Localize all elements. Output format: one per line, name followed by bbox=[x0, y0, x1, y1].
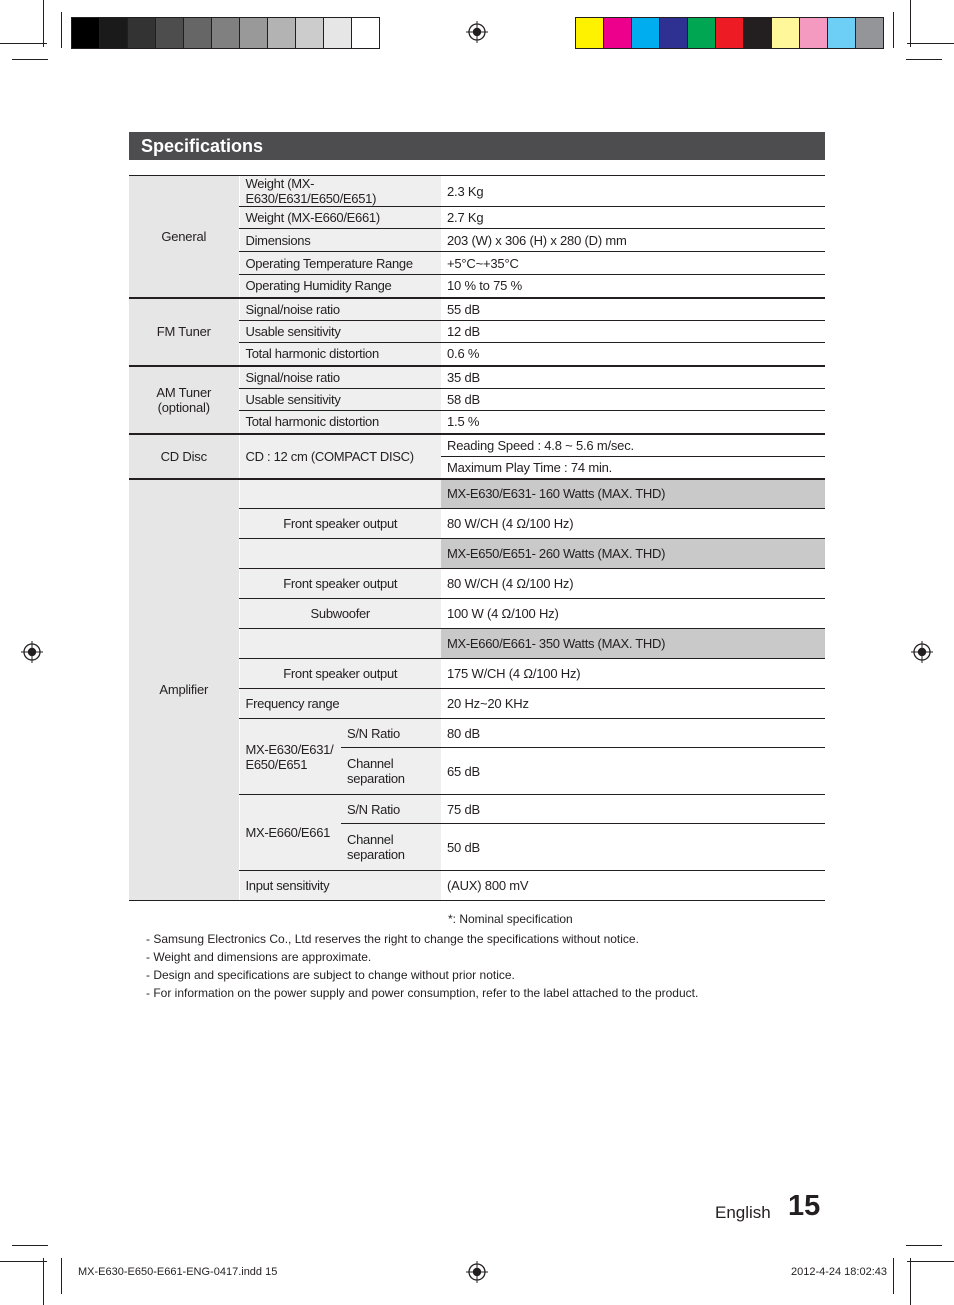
slug-date: 2012-4-24 18:02:43 bbox=[790, 1266, 887, 1278]
crop-mark bbox=[61, 12, 62, 48]
crop-mark bbox=[12, 59, 48, 60]
crop-mark bbox=[910, 0, 911, 47]
table-row bbox=[129, 434, 825, 457]
note-item: - Weight and dimensions are approximate. bbox=[146, 950, 372, 964]
registration-mark-icon bbox=[911, 641, 933, 663]
spec-value: 80 dB bbox=[441, 719, 825, 748]
color-swatch bbox=[211, 18, 239, 48]
color-swatch bbox=[99, 18, 127, 48]
color-swatch bbox=[155, 18, 183, 48]
slug-file: MX-E630-E650-E661-ENG-0417.indd 15 bbox=[78, 1266, 278, 1278]
model-group-line1: MX-E630/E631/ bbox=[245, 741, 334, 757]
color-bar bbox=[575, 17, 884, 49]
sublabel-line2: separation bbox=[347, 771, 405, 786]
registration-mark-icon bbox=[466, 1261, 488, 1283]
table-row bbox=[129, 298, 825, 321]
note-item: - For information on the power supply and power consumption, refer to the label attached to the product. bbox=[146, 986, 699, 1000]
group-am-line2: (optional) bbox=[157, 399, 210, 415]
spec-value: Maximum Play Time : 74 min. bbox=[441, 457, 825, 479]
model-header: MX-E650/E651- 260 Watts (MAX. THD) bbox=[441, 539, 825, 569]
spec-value: 80 W/CH (4 Ω/100 Hz) bbox=[441, 509, 825, 539]
crop-mark bbox=[906, 1245, 942, 1246]
spec-label: Weight (MX-E660/E661) bbox=[239, 207, 441, 229]
crop-mark bbox=[12, 1245, 48, 1246]
spec-value: 175 W/CH (4 Ω/100 Hz) bbox=[441, 659, 825, 689]
spec-label: Front speaker output bbox=[239, 509, 441, 539]
color-swatch bbox=[239, 18, 267, 48]
spec-value: 12 dB bbox=[441, 321, 825, 343]
table-row bbox=[129, 366, 825, 389]
color-swatch bbox=[267, 18, 295, 48]
spec-value: 10 % to 75 % bbox=[441, 275, 825, 298]
spec-value: +5°C~+35°C bbox=[441, 252, 825, 275]
spec-label: Signal/noise ratio bbox=[239, 298, 441, 321]
crop-mark bbox=[906, 59, 942, 60]
spec-value: 58 dB bbox=[441, 389, 825, 411]
crop-mark bbox=[43, 0, 44, 47]
section-title: Specifications bbox=[129, 132, 825, 160]
grayscale-bar bbox=[71, 17, 380, 49]
color-swatch bbox=[351, 18, 379, 48]
crop-mark bbox=[0, 1261, 47, 1262]
color-swatch bbox=[743, 18, 771, 48]
spec-value: 80 W/CH (4 Ω/100 Hz) bbox=[441, 569, 825, 599]
crop-mark bbox=[0, 43, 47, 44]
spec-label: Total harmonic distortion bbox=[239, 343, 441, 366]
crop-mark bbox=[910, 1258, 911, 1305]
spec-label: Subwoofer bbox=[239, 599, 441, 629]
spec-label: Front speaker output bbox=[239, 569, 441, 599]
model-group-label: MX-E660/E661 bbox=[239, 795, 341, 871]
color-swatch bbox=[687, 18, 715, 48]
note-item: - Design and specifications are subject to change without prior notice. bbox=[146, 968, 515, 982]
spec-value: 2.7 Kg bbox=[441, 207, 825, 229]
note-item: - Samsung Electronics Co., Ltd reserves the right to change the specifications without notice. bbox=[146, 932, 639, 946]
color-swatch bbox=[127, 18, 155, 48]
spec-sublabel bbox=[341, 824, 441, 871]
color-swatch bbox=[771, 18, 799, 48]
spec-value: 0.6 % bbox=[441, 343, 825, 366]
crop-mark bbox=[61, 1258, 62, 1294]
spec-value: 65 dB bbox=[441, 748, 825, 795]
spec-label: Signal/noise ratio bbox=[239, 366, 441, 389]
model-group-line2: E650/E651 bbox=[245, 756, 308, 772]
sublabel-line1: Channel bbox=[347, 832, 394, 847]
spec-value: 100 W (4 Ω/100 Hz) bbox=[441, 599, 825, 629]
spec-value: 20 Hz~20 KHz bbox=[441, 689, 825, 719]
spec-label: Dimensions bbox=[239, 229, 441, 252]
crop-mark bbox=[907, 43, 954, 44]
color-swatch bbox=[631, 18, 659, 48]
spec-value: 75 dB bbox=[441, 795, 825, 824]
crop-mark bbox=[43, 1258, 44, 1305]
crop-mark bbox=[893, 1258, 894, 1294]
registration-mark-icon bbox=[466, 21, 488, 43]
model-header-empty bbox=[239, 479, 441, 509]
spec-label: Frequency range bbox=[239, 689, 441, 719]
model-header-empty bbox=[239, 539, 441, 569]
spec-sublabel: S/N Ratio bbox=[341, 719, 441, 748]
spec-label: Front speaker output bbox=[239, 659, 441, 689]
crop-mark bbox=[907, 1261, 954, 1262]
color-swatch bbox=[323, 18, 351, 48]
spec-value: 203 (W) x 306 (H) x 280 (D) mm bbox=[441, 229, 825, 252]
model-header-empty bbox=[239, 629, 441, 659]
spec-sublabel: S/N Ratio bbox=[341, 795, 441, 824]
registration-mark-icon bbox=[21, 641, 43, 663]
color-swatch bbox=[799, 18, 827, 48]
spec-label: Operating Temperature Range bbox=[239, 252, 441, 275]
color-swatch bbox=[295, 18, 323, 48]
color-swatch bbox=[715, 18, 743, 48]
group-amplifier: Amplifier bbox=[129, 479, 239, 901]
color-swatch bbox=[659, 18, 687, 48]
crop-mark bbox=[893, 12, 894, 48]
group-general: General bbox=[129, 176, 239, 298]
model-header: MX-E630/E631- 160 Watts (MAX. THD) bbox=[441, 479, 825, 509]
table-row bbox=[129, 479, 825, 509]
color-swatch bbox=[576, 18, 603, 48]
spec-label: Total harmonic distortion bbox=[239, 411, 441, 434]
spec-label: Usable sensitivity bbox=[239, 389, 441, 411]
spec-value: 35 dB bbox=[441, 366, 825, 389]
spec-value: 1.5 % bbox=[441, 411, 825, 434]
group-am-tuner bbox=[129, 366, 239, 434]
sublabel-line1: Channel bbox=[347, 756, 394, 771]
spec-label: Weight (MX-E630/E631/E650/E651) bbox=[239, 176, 441, 207]
spec-table bbox=[129, 175, 825, 901]
nominal-note: *: Nominal specification bbox=[448, 912, 573, 926]
spec-label: CD : 12 cm (COMPACT DISC) bbox=[239, 434, 441, 479]
color-swatch bbox=[603, 18, 631, 48]
spec-label: Operating Humidity Range bbox=[239, 275, 441, 298]
model-group-label bbox=[239, 719, 341, 795]
group-am-line1: AM Tuner bbox=[156, 384, 212, 400]
spec-value: 55 dB bbox=[441, 298, 825, 321]
spec-value: 50 dB bbox=[441, 824, 825, 871]
sublabel-line2: separation bbox=[347, 847, 405, 862]
color-swatch bbox=[183, 18, 211, 48]
group-cd-disc: CD Disc bbox=[129, 434, 239, 479]
group-fm-tuner: FM Tuner bbox=[129, 298, 239, 366]
model-header: MX-E660/E661- 350 Watts (MAX. THD) bbox=[441, 629, 825, 659]
language-label: English bbox=[715, 1203, 771, 1222]
color-swatch bbox=[72, 18, 99, 48]
spec-label: Usable sensitivity bbox=[239, 321, 441, 343]
spec-sublabel bbox=[341, 748, 441, 795]
table-row bbox=[129, 176, 825, 207]
notes-list bbox=[146, 930, 698, 1002]
spec-value: Reading Speed : 4.8 ~ 5.6 m/sec. bbox=[441, 434, 825, 457]
spec-value: (AUX) 800 mV bbox=[441, 871, 825, 901]
page-number: 15 bbox=[788, 1190, 821, 1222]
color-swatch bbox=[827, 18, 855, 48]
color-swatch bbox=[855, 18, 883, 48]
spec-label: Input sensitivity bbox=[239, 871, 441, 901]
spec-value: 2.3 Kg bbox=[441, 176, 825, 207]
